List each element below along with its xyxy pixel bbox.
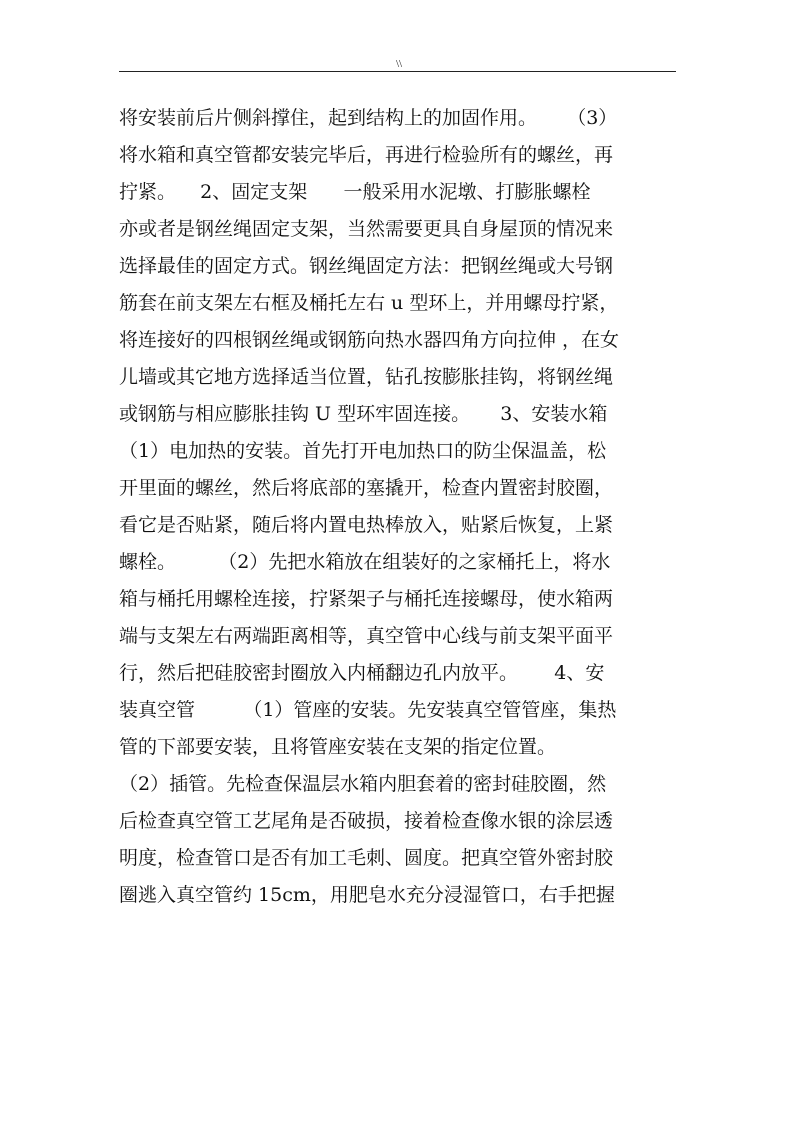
text-line: 管的下部要安装，且将管座安装在支架的指定位置。 xyxy=(119,736,557,758)
text-line: 将连接好的四根钢丝绳或钢筋向热水器四角方向拉伸 ，在女 xyxy=(119,329,620,351)
text-line: 圈逃入真空管约 15cm，用肥皂水充分浸湿管口，右手把握 xyxy=(119,884,615,906)
text-line: 螺栓。 （2）先把水箱放在组装好的之家桶托上，将水 xyxy=(119,551,611,573)
text-line: 开里面的螺丝，然后将底部的塞撬开，检查内置密封胶圈， xyxy=(119,477,614,499)
text-line: （1）电加热的安装。首先打开电加热口的防尘保温盖，松 xyxy=(119,440,607,462)
text-line: 亦或者是钢丝绳固定支架，当然需要更具自身屋顶的情况来 xyxy=(119,218,614,240)
text-line: 将水箱和真空管都安装完毕后，再进行检验所有的螺丝，再 xyxy=(119,144,614,166)
header-mark: \\ xyxy=(395,58,403,70)
text-line: 后检查真空管工艺尾角是否破损，接着检查像水银的涂层透 xyxy=(119,810,614,832)
text-line: 或钢筋与相应膨胀挂钩 U 型环牢固连接。 3、安装水箱 xyxy=(119,403,608,425)
text-line: 装真空管 （1）管座的安装。先安装真空管管座，集热 xyxy=(119,699,617,721)
text-line: 筋套在前支架左右框及桶托左右 u 型环上，并用螺母拧紧， xyxy=(119,292,619,314)
text-line: 拧紧。 2、固定支架 一般采用水泥墩、打膨胀螺栓 xyxy=(119,181,591,203)
text-line: 端与支架左右两端距离相等，真空管中心线与前支架平面平 xyxy=(119,625,614,647)
text-line: 明度，检查管口是否有加工毛刺、圆度。把真空管外密封胶 xyxy=(119,847,614,869)
text-line: （2）插管。先检查保温层水箱内胆套着的密封硅胶圈，然 xyxy=(119,773,607,795)
text-line: 选择最佳的固定方式。钢丝绳固定方法：把钢丝绳或大号钢 xyxy=(119,255,614,277)
text-line: 看它是否贴紧，随后将内置电热棒放入，贴紧后恢复，上紧 xyxy=(119,514,614,536)
text-line: 行，然后把硅胶密封圈放入内桶翻边孔内放平。 4、安 xyxy=(119,662,605,684)
text-line: 将安装前后片侧斜撑住，起到结构上的加固作用。 （3） xyxy=(119,107,618,129)
body-text xyxy=(119,100,681,914)
text-line: 箱与桶托用螺栓连接，拧紧架子与桶托连接螺母，使水箱两 xyxy=(119,588,614,610)
text-line: 儿墙或其它地方选择适当位置，钻孔按膨胀挂钩，将钢丝绳 xyxy=(119,366,614,388)
header-rule xyxy=(119,71,676,72)
